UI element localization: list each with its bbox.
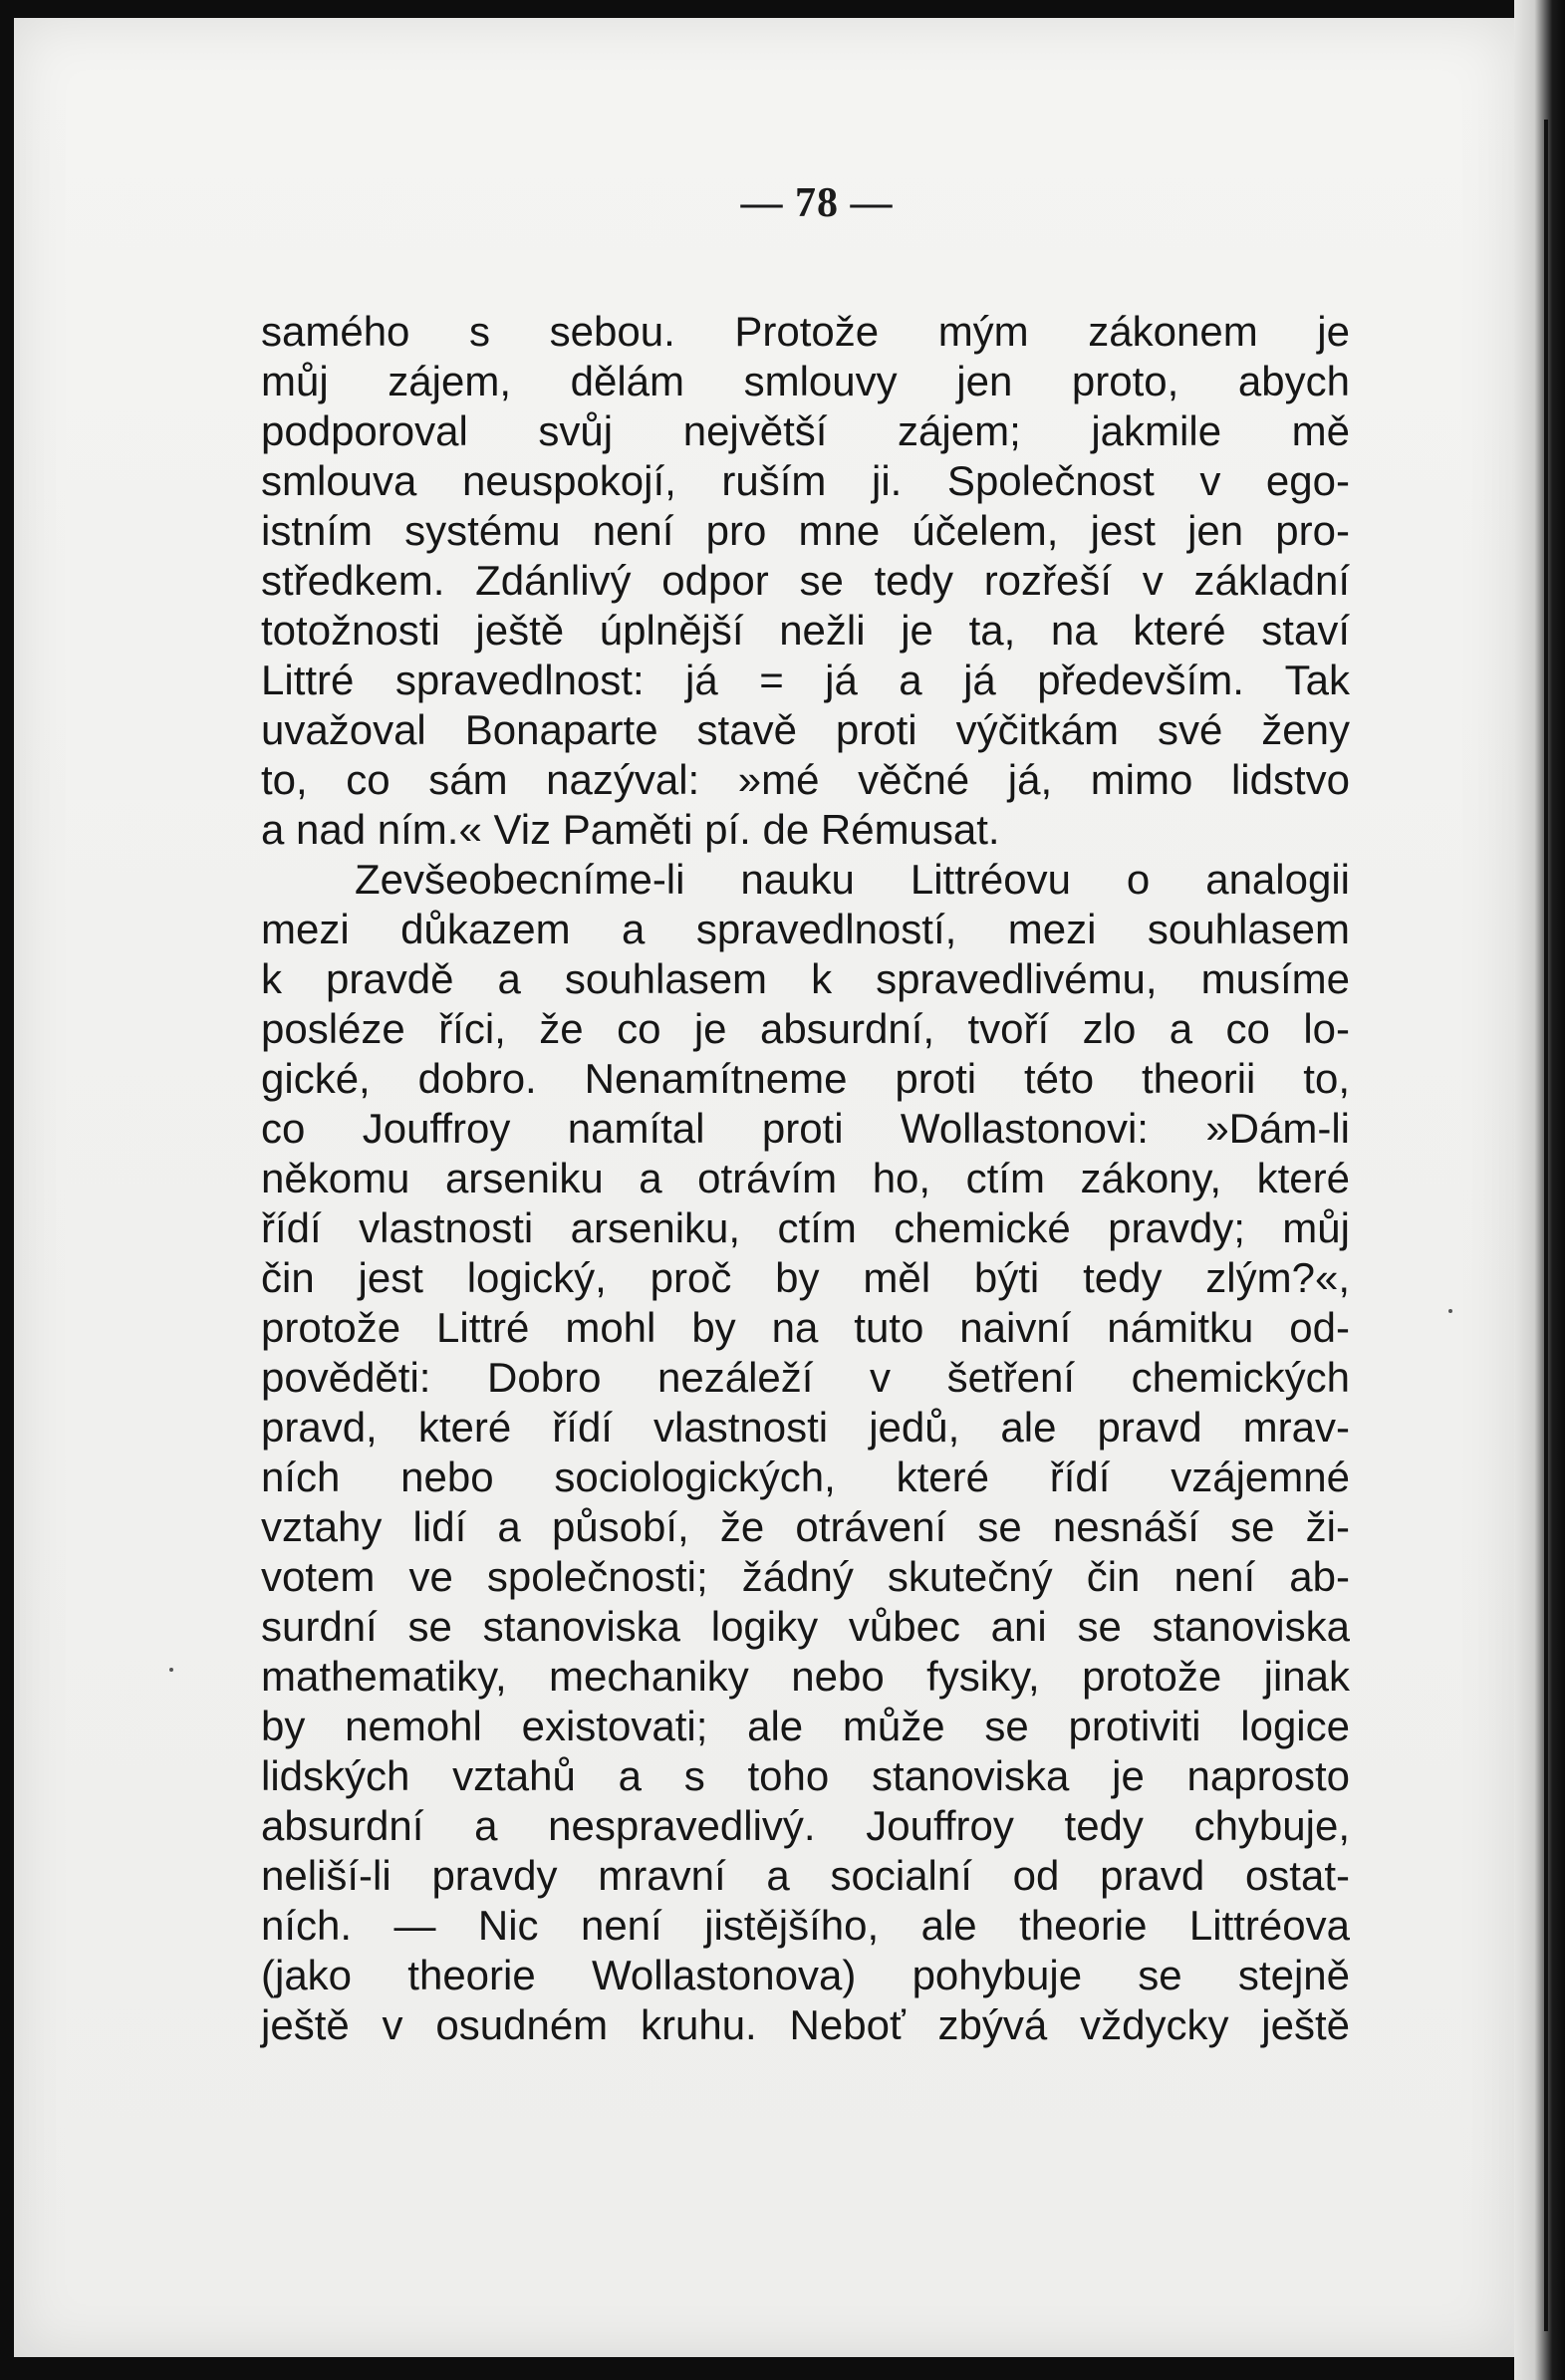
text-line: smlouva neuspokojí, ruším ji. Společnost v ego- (261, 457, 1350, 504)
text-line: posléze říci, že co je absurdní, tvoří zlo a co lo- (261, 1005, 1350, 1052)
text-line: mathematiky, mechaniky nebo fysiky, protože jinak (261, 1653, 1350, 1700)
text-line: gické, dobro. Nenamítneme proti této theorii to, (261, 1055, 1350, 1102)
text-line: podporoval svůj největší zájem; jakmile mě (261, 407, 1350, 454)
text-line: surdní se stanoviska logiky vůbec ani se stanoviska (261, 1603, 1350, 1650)
text-line: čin jest logický, proč by měl býti tedy zlým?«, (261, 1254, 1350, 1301)
text-line: by nemohl existovati; ale může se protiviti logice (261, 1703, 1350, 1749)
text-line: ních. — Nic není jistějšího, ale theorie Littréova (261, 1902, 1350, 1949)
page-number: — 78 — (740, 180, 894, 226)
text-line: někomu arseniku a otrávím ho, ctím zákony, které (261, 1155, 1350, 1201)
paragraph-1 (261, 307, 1350, 855)
text-line: lidských vztahů a s toho stanoviska je naprosto (261, 1752, 1350, 1799)
paragraph-2 (261, 855, 1350, 2050)
text-line: pověděti: Dobro nezáleží v šetření chemických (261, 1354, 1350, 1401)
spine-shadow-line (1544, 120, 1548, 2331)
text-line: řídí vlastnosti arseniku, ctím chemické pravdy; můj (261, 1204, 1350, 1251)
dust-speck (169, 1668, 173, 1672)
text-line: protože Littré mohl by na tuto naivní námitku od- (261, 1304, 1350, 1351)
body-text (261, 307, 1350, 2050)
text-line: istním systému není pro mne účelem, jest jen pro- (261, 507, 1350, 554)
text-line: votem ve společnosti; žádný skutečný čin není ab- (261, 1553, 1350, 1600)
text-line: Littré spravedlnost: já = já a já především. Tak (261, 657, 1350, 703)
dust-speck (1448, 1309, 1452, 1313)
text-line: pravd, které řídí vlastnosti jedů, ale pravd mrav- (261, 1404, 1350, 1451)
text-line: a nad ním.« Viz Paměti pí. de Rémusat. (261, 806, 1000, 853)
text-line: neliší-li pravdy mravní a socialní od pravd ostat- (261, 1852, 1350, 1899)
text-line: totožnosti ještě úplnější nežli je ta, na které staví (261, 607, 1350, 654)
text-line: to, co sám nazýval: »mé věčné já, mimo lidstvo (261, 756, 1350, 803)
text-line: vztahy lidí a působí, že otrávení se nesnáší se ži- (261, 1503, 1350, 1550)
text-line: středkem. Zdánlivý odpor se tedy rozřeší v základní (261, 557, 1350, 604)
book-spine-edge (1514, 0, 1565, 2380)
text-line: ještě v osudném kruhu. Neboť zbývá vždycky ještě (261, 2001, 1350, 2048)
text-line: můj zájem, dělám smlouvy jen proto, abych (261, 358, 1350, 404)
text-line: mezi důkazem a spravedlností, mezi souhlasem (261, 906, 1350, 952)
text-line: samého s sebou. Protože mým zákonem je (261, 308, 1350, 355)
text-line: Zevšeobecníme-li nauku Littréovu o analogii (355, 856, 1350, 903)
text-line: (jako theorie Wollastonova) pohybuje se stejně (261, 1952, 1350, 1998)
text-line: co Jouffroy namítal proti Wollastonovi: »Dám-li (261, 1105, 1350, 1152)
text-line: absurdní a nespravedlivý. Jouffroy tedy chybuje, (261, 1802, 1350, 1849)
text-line: ních nebo sociologických, které řídí vzájemné (261, 1454, 1350, 1500)
text-line: uvažoval Bonaparte stavě proti výčitkám své ženy (261, 706, 1350, 753)
text-line: k pravdě a souhlasem k spravedlivému, musíme (261, 955, 1350, 1002)
